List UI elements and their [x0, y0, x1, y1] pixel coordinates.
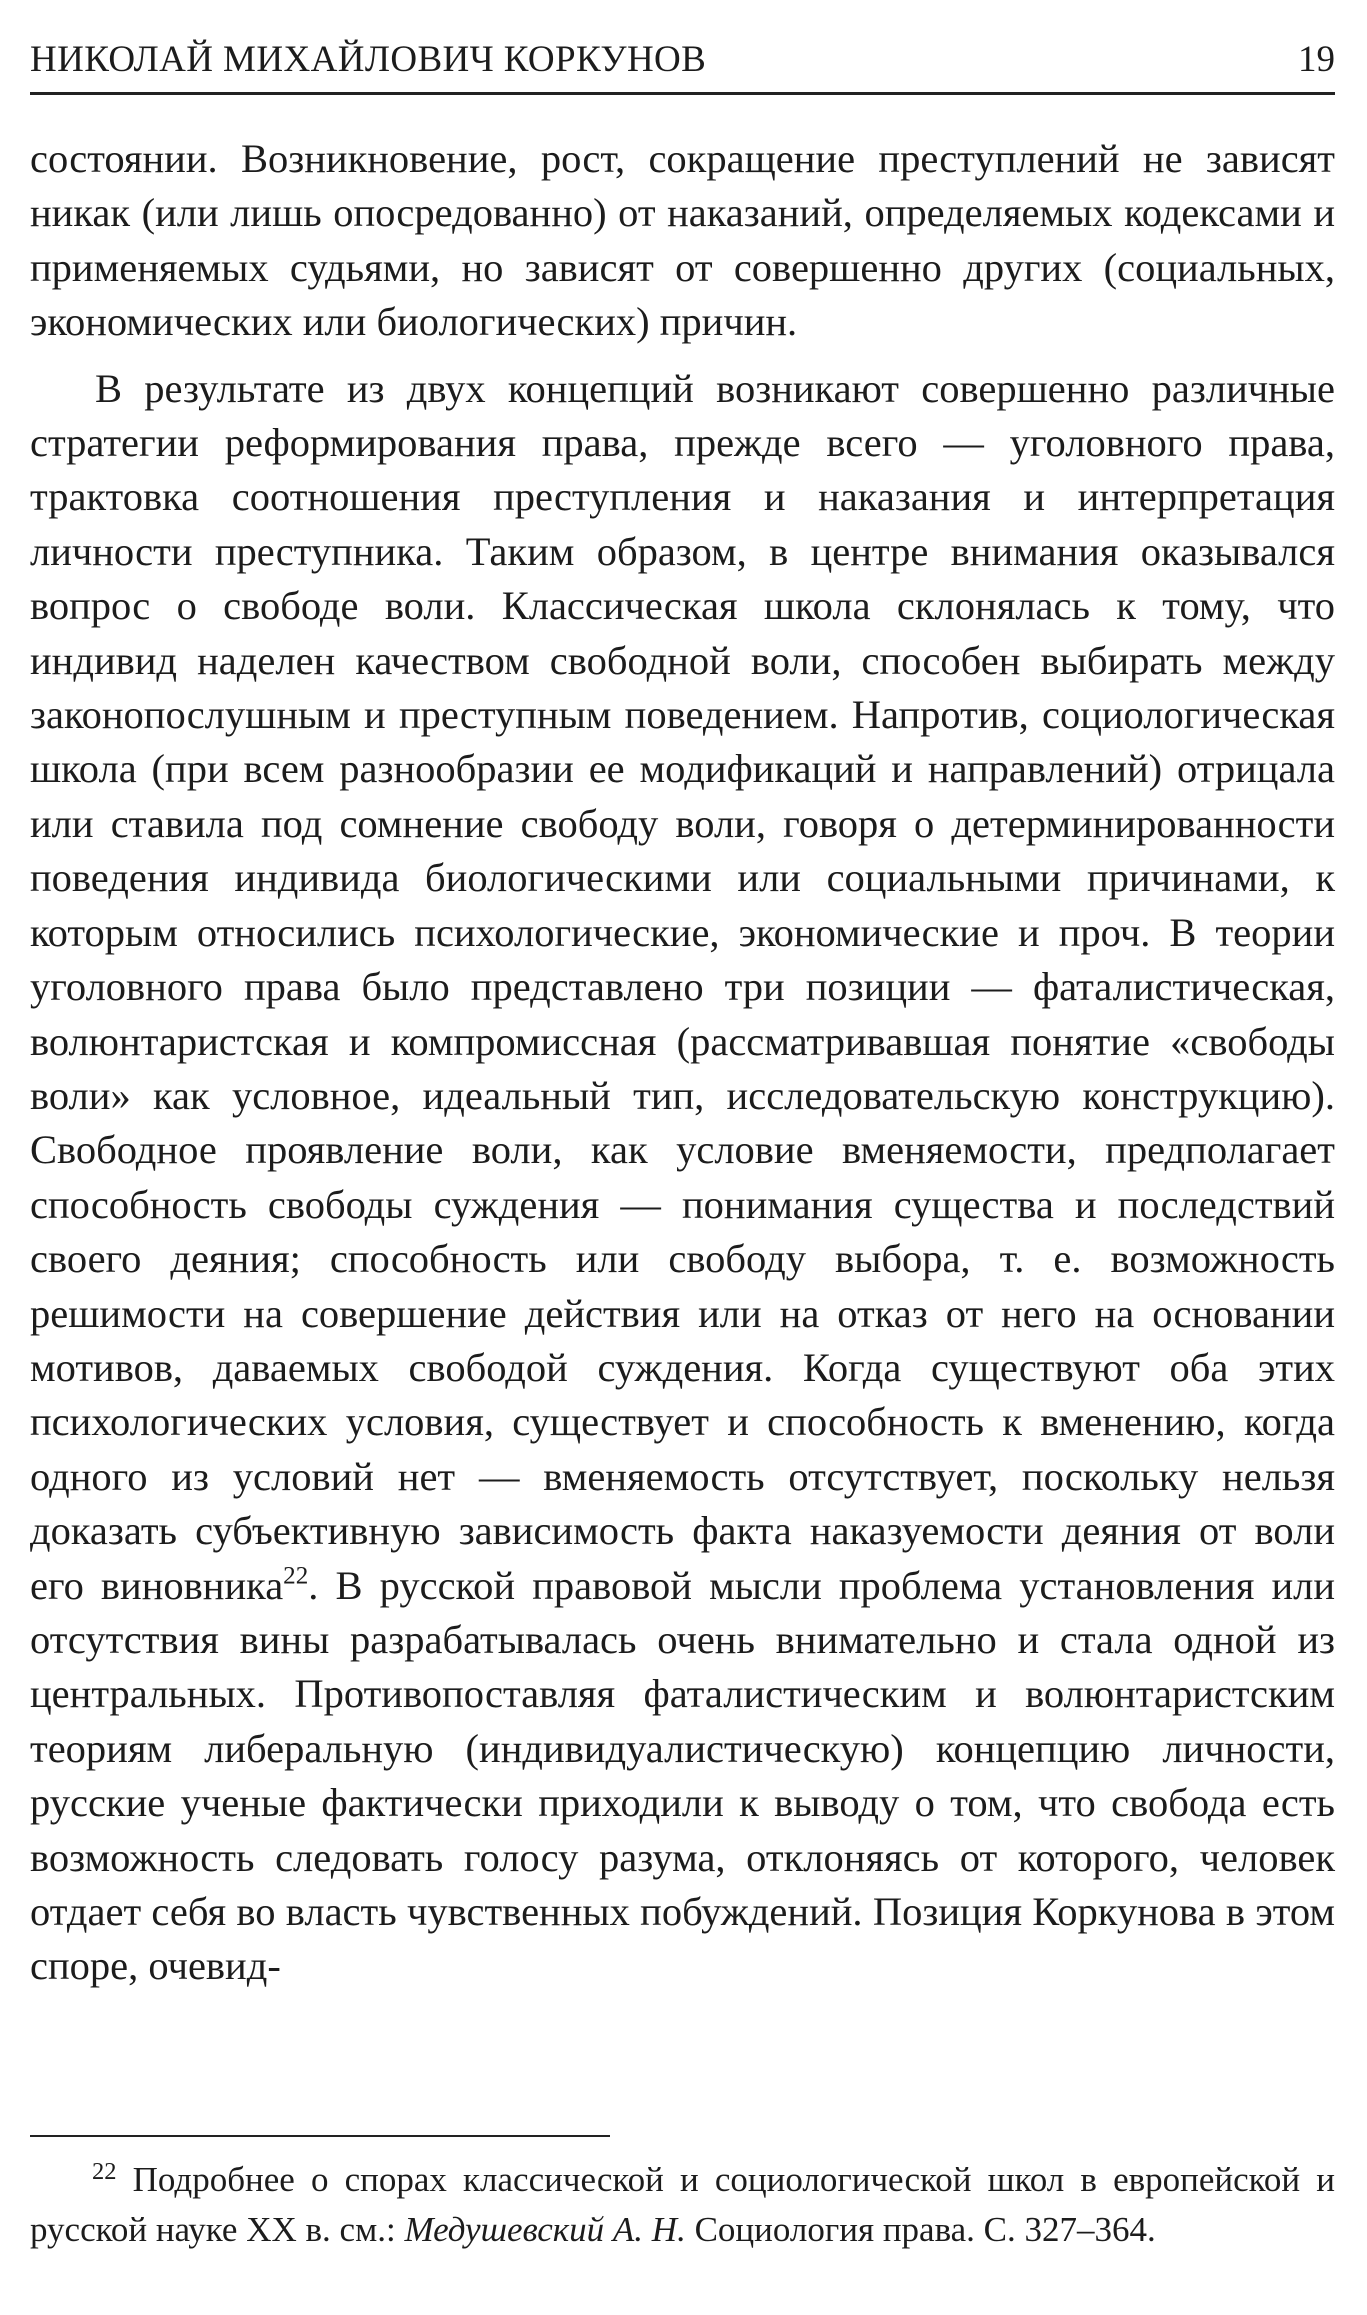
paragraph: [30, 362, 1335, 1994]
footnote-text: Подробнее о спорах классической и социологической школ в европейской и русской науке XX в. см.:: [30, 2160, 1335, 2249]
paragraph: состоянии. Возникновение, рост, сокращение преступлений не зависят никак (или лишь опосредованно) от наказаний, определяемых кодексами и применяемых судьями, но зависят от совершенно других (социальных, экономических или биологических) причин.: [30, 136, 1335, 345]
header-rule: [30, 92, 1335, 95]
page-number: 19: [1298, 39, 1335, 80]
running-header: [30, 30, 1335, 92]
footnote-author: Медушевский А. Н.: [404, 2210, 686, 2249]
footnote-citation: Социология права. С. 327–364.: [685, 2210, 1156, 2249]
footnote: [30, 2155, 1335, 2255]
main-text: [30, 132, 1335, 1994]
paragraph-text: В результате из двух концепций возникают совершенно различные стратегии реформирования права, прежде всего — уголовного права, трактовка соотношения преступления и наказания и интерпретация личности преступника. Таким образом, в центре внимания оказывался вопрос о свободе воли. Классическая школа склонялась к тому, что индивид наделен качеством свободной воли, способен выбирать между законопослушным и преступным поведением. Напротив, социологическая школа (при всем разнообразии ее модификаций и направлений) отрицала или ставила под сомнение свободу воли, говоря о детерминированности поведения индивида биологическими или социальными причинами, к которым относились психологические, экономические и проч. В теории уголовного права было представлено три позиции — фаталистическая, волюнтаристская и компромиссная (рассматривавшая понятие «свободы воли» как условное, идеальный тип, исследовательскую конструкцию). Свободное проявление воли, как условие вменяемости, предполагает способность свободы суждения — понимания существа и последствий своего деяния; способность или свободу выбора, т. е. возможность решимости на совершение действия или на отказ от него на основании мотивов, даваемых свободой суждения. Когда существуют оба этих психологических условия, существует и способность к вменению, когда одного из условий нет — вменяемость отсутствует, поскольку нельзя доказать субъективную зависимость факта наказуемости деяния от воли его виновника: [30, 365, 1335, 1608]
footnote-number: 22: [92, 2157, 117, 2185]
footnote-rule: [30, 2135, 610, 2137]
paragraph-text: . В русской правовой мысли проблема установления или отсутствия вины разрабатывалась очень внимательно и стала одной из центральных. Противопоставляя фаталистическим и волюнтаристским теориям либеральную (индивидуалистическую) концепцию личности, русские ученые фактически приходили к выводу о том, что свобода есть возможность следовать голосу разума, отклоняясь от которого, человек отдает себя во власть чувственных побуждений. Позиция Коркунова в этом споре, очевид-: [30, 1562, 1335, 1989]
running-header-title: НИКОЛАЙ МИХАЙЛОВИЧ КОРКУНОВ: [30, 39, 707, 80]
footnote-reference: 22: [283, 1562, 309, 1589]
